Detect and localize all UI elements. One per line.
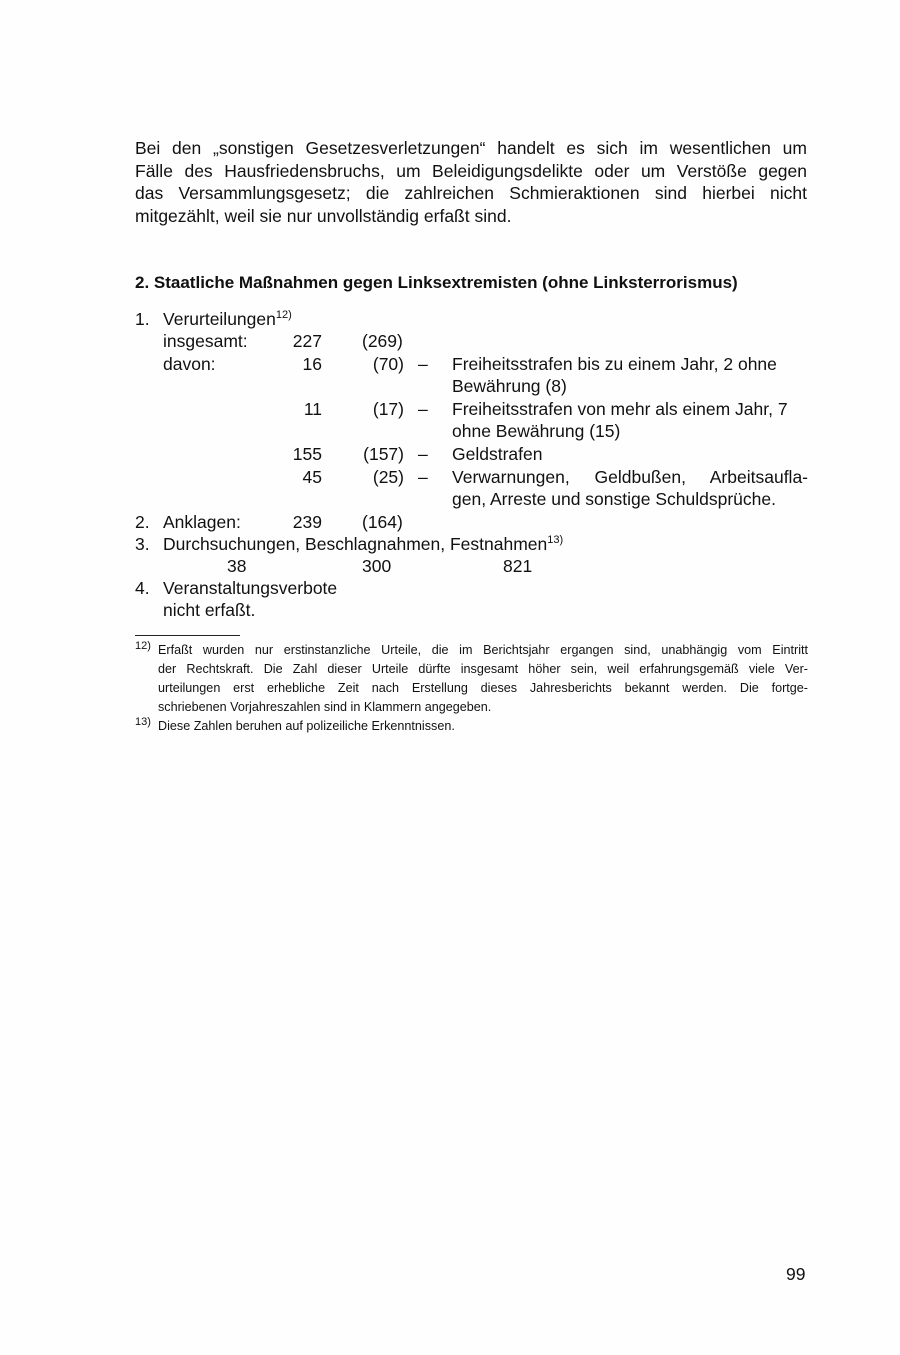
row-dash: – <box>418 399 428 419</box>
row-dash: – <box>418 354 428 374</box>
row-dash: – <box>418 467 428 487</box>
section-heading: 2. Staatliche Maßnahmen gegen Linksextremisten (ohne Linksterrorismus) <box>135 273 738 292</box>
total-prev: (269) <box>362 331 403 351</box>
footnote-rule <box>135 635 240 636</box>
item-label: Verurteilungen$^{12)}$ <box>163 309 292 329</box>
row-text: Bewährung (8) <box>452 376 567 396</box>
row-text: Verwarnungen, Geldbußen, Arbeitsaufla- <box>452 467 808 487</box>
footnote-line: der Rechtskraft. Die Zahl dieser Urteile dürfte insgesamt höher sein, weil erfahrungsgemäß viele Ver- <box>158 662 808 676</box>
item-prev: (164) <box>362 512 403 532</box>
footnote-mark: 13) <box>135 715 151 728</box>
row-value: 11 <box>303 399 322 419</box>
intro-line: das Versammlungsgesetz; die zahlreichen Schmieraktionen sind hierbei nicht <box>135 183 807 203</box>
footnote-line: urteilungen erst erhebliche Zeit nach Erstellung dieses Jahresberichts bekannt werden. Die fortge- <box>158 681 808 695</box>
row-text: Freiheitsstrafen von mehr als einem Jahr, 7 <box>452 399 788 419</box>
item-label: Durchsuchungen, Beschlagnahmen, Festnahmen$^{13)}$ <box>163 534 564 554</box>
row-text: ohne Bewährung (15) <box>452 421 621 441</box>
footnote-mark: 12) <box>135 639 151 652</box>
page-number: 99 <box>786 1264 806 1284</box>
item-value: 821 <box>503 556 533 576</box>
row-prev: (157) <box>363 444 404 464</box>
davon-label: davon: <box>163 354 216 374</box>
footnote-line: schriebenen Vorjahreszahlen sind in Klammern angegeben. <box>158 700 492 714</box>
row-dash: – <box>418 444 428 464</box>
footnote-ref: 12) <box>275 309 292 322</box>
intro-line: Bei den „sonstigen Gesetzesverletzungen“ handelt es sich im wesentlichen um <box>135 138 807 158</box>
row-text: gen, Arreste und sonstige Schuldsprüche. <box>452 489 776 509</box>
row-value: 45 <box>302 467 322 487</box>
item-number: 2. <box>135 512 150 532</box>
item-note: nicht erfaßt. <box>163 600 256 620</box>
footnote-ref: 13) <box>547 534 564 547</box>
row-prev: (25) <box>372 467 404 487</box>
item-value: 38 <box>227 556 247 576</box>
footnote-line: Diese Zahlen beruhen auf polizeiliche Erkenntnissen. <box>158 719 455 733</box>
row-prev: (70) <box>372 354 404 374</box>
item-number: 1. <box>135 309 150 329</box>
row-value: 16 <box>302 354 322 374</box>
item-label: Veranstaltungsverbote <box>163 578 338 598</box>
intro-line: Fälle des Hausfriedensbruchs, um Beleidigungsdelikte oder um Verstöße gegen <box>135 161 807 181</box>
item-value: 239 <box>292 512 322 532</box>
row-prev: (17) <box>372 399 404 419</box>
row-text: Freiheitsstrafen bis zu einem Jahr, 2 ohne <box>452 354 777 374</box>
total-value: 227 <box>292 331 322 351</box>
item-label: Anklagen: <box>163 512 241 532</box>
footnote-line: Erfaßt wurden nur erstinstanzliche Urteile, die im Berichtsjahr ergangen sind, unabhängig vom Eintritt <box>158 643 808 657</box>
item-number: 3. <box>135 534 150 554</box>
item-number: 4. <box>135 578 150 598</box>
row-text: Geldstrafen <box>452 444 543 464</box>
row-value: 155 <box>292 444 322 464</box>
item-value: 300 <box>362 556 392 576</box>
intro-line: mitgezählt, weil sie nur unvollständig erfaßt sind. <box>135 206 512 226</box>
total-label: insgesamt: <box>163 331 248 351</box>
